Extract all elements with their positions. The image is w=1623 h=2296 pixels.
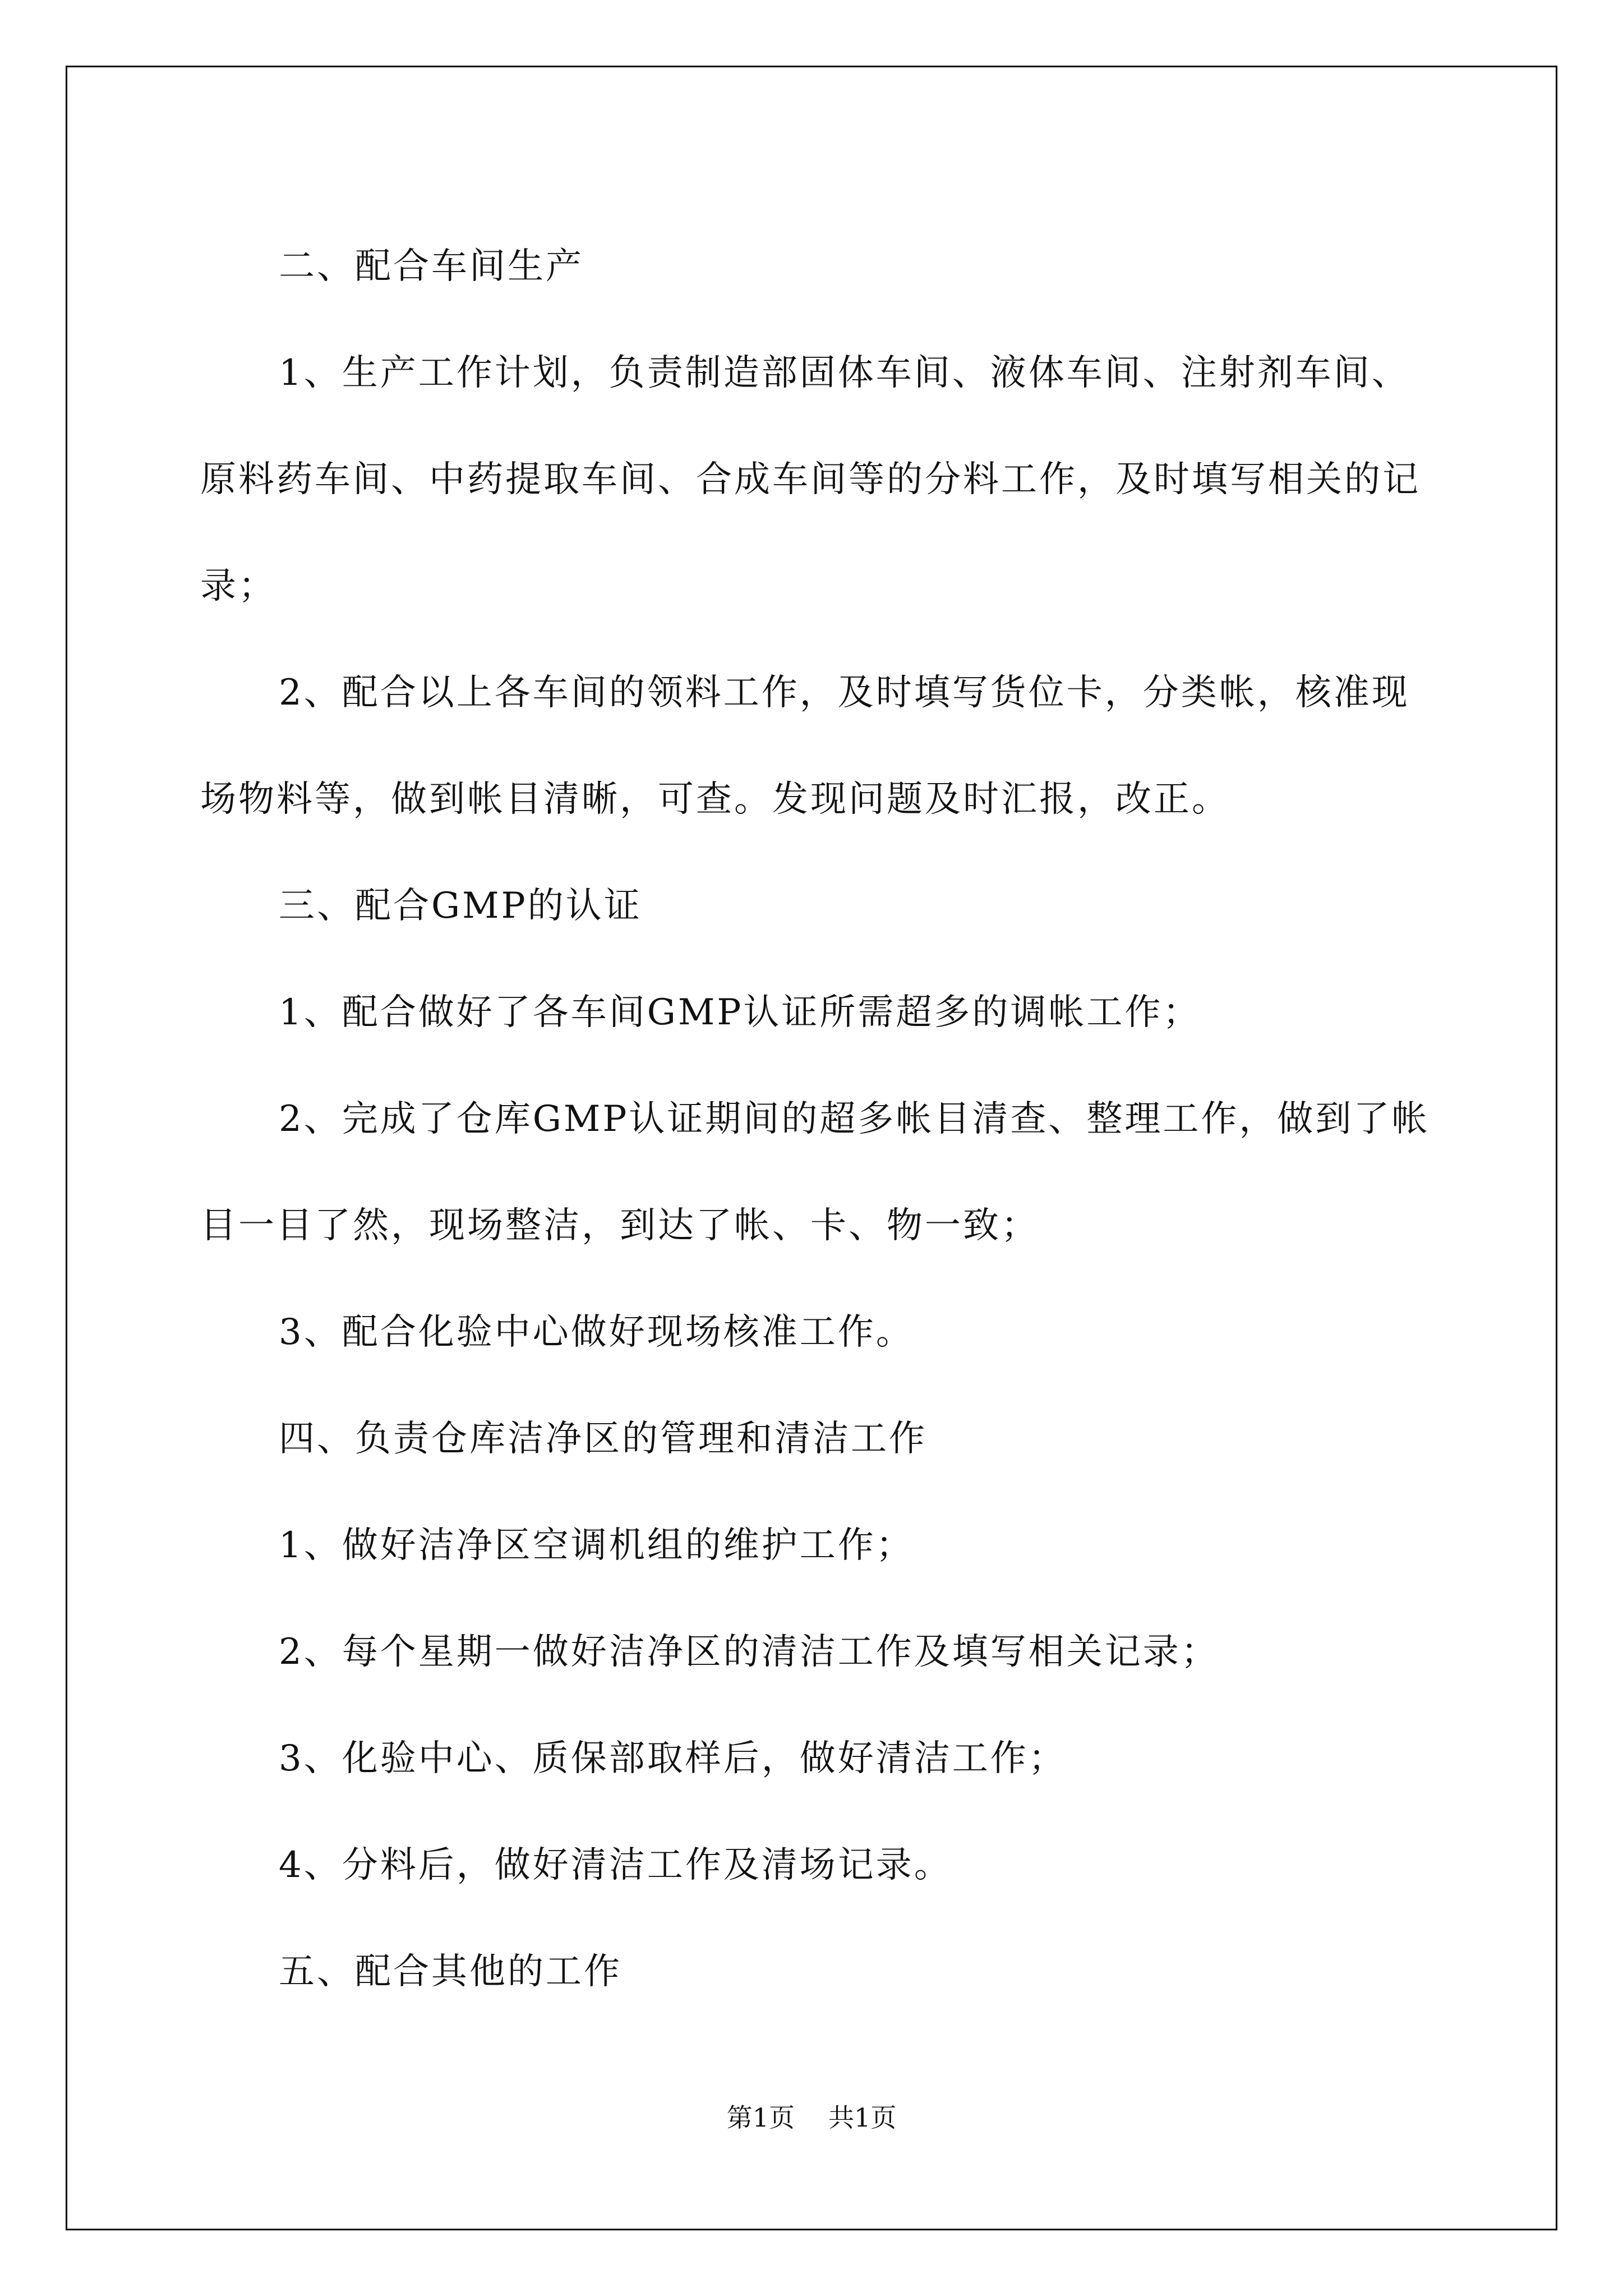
section-heading-2: 二、配合车间生产 xyxy=(279,246,584,287)
paragraph-3-2: 2、完成了仓库GMP认证期间的超多帐目清查、整理工作，做到了帐目一目了然，现场整洁，到达了帐、卡、物一致； xyxy=(200,1098,1430,1246)
paragraph-2-2: 2、配合以上各车间的领料工作，及时填写货位卡，分类帐，核准现场物料等，做到帐目清晰，可查。发现问题及时汇报，改正。 xyxy=(200,672,1410,820)
section-heading-4: 四、负责仓库洁净区的管理和清洁工作 xyxy=(279,1418,927,1460)
page-number-total: 共1页 xyxy=(828,2102,897,2133)
paragraph-4-4: 4、分料后，做好清洁工作及清场记录。 xyxy=(279,1844,952,1886)
paragraph-4-1: 1、做好洁净区空调机组的维护工作； xyxy=(279,1525,914,1566)
paragraph-4-2: 2、每个星期一做好洁净区的清洁工作及填写相关记录； xyxy=(279,1631,1219,1673)
paragraph-4-3: 3、化验中心、质保部取样后，做好清洁工作； xyxy=(279,1738,1067,1779)
section-heading-3: 三、配合GMP的认证 xyxy=(279,885,642,927)
paragraph-3-1: 1、配合做好了各车间GMP认证所需超多的调帐工作； xyxy=(279,992,1201,1033)
page-footer xyxy=(0,2101,1623,2134)
page-number-current: 第1页 xyxy=(726,2102,795,2133)
paragraph-3-3: 3、配合化验中心做好现场核准工作。 xyxy=(279,1312,914,1353)
paragraph-2-1: 1、生产工作计划，负责制造部固体车间、液体车间、注射剂车间、原料药车间、中药提取车间、合成车间等的分料工作，及时填写相关的记录； xyxy=(200,352,1421,607)
section-heading-5: 五、配合其他的工作 xyxy=(279,1951,622,1993)
document-body xyxy=(200,213,1434,2025)
